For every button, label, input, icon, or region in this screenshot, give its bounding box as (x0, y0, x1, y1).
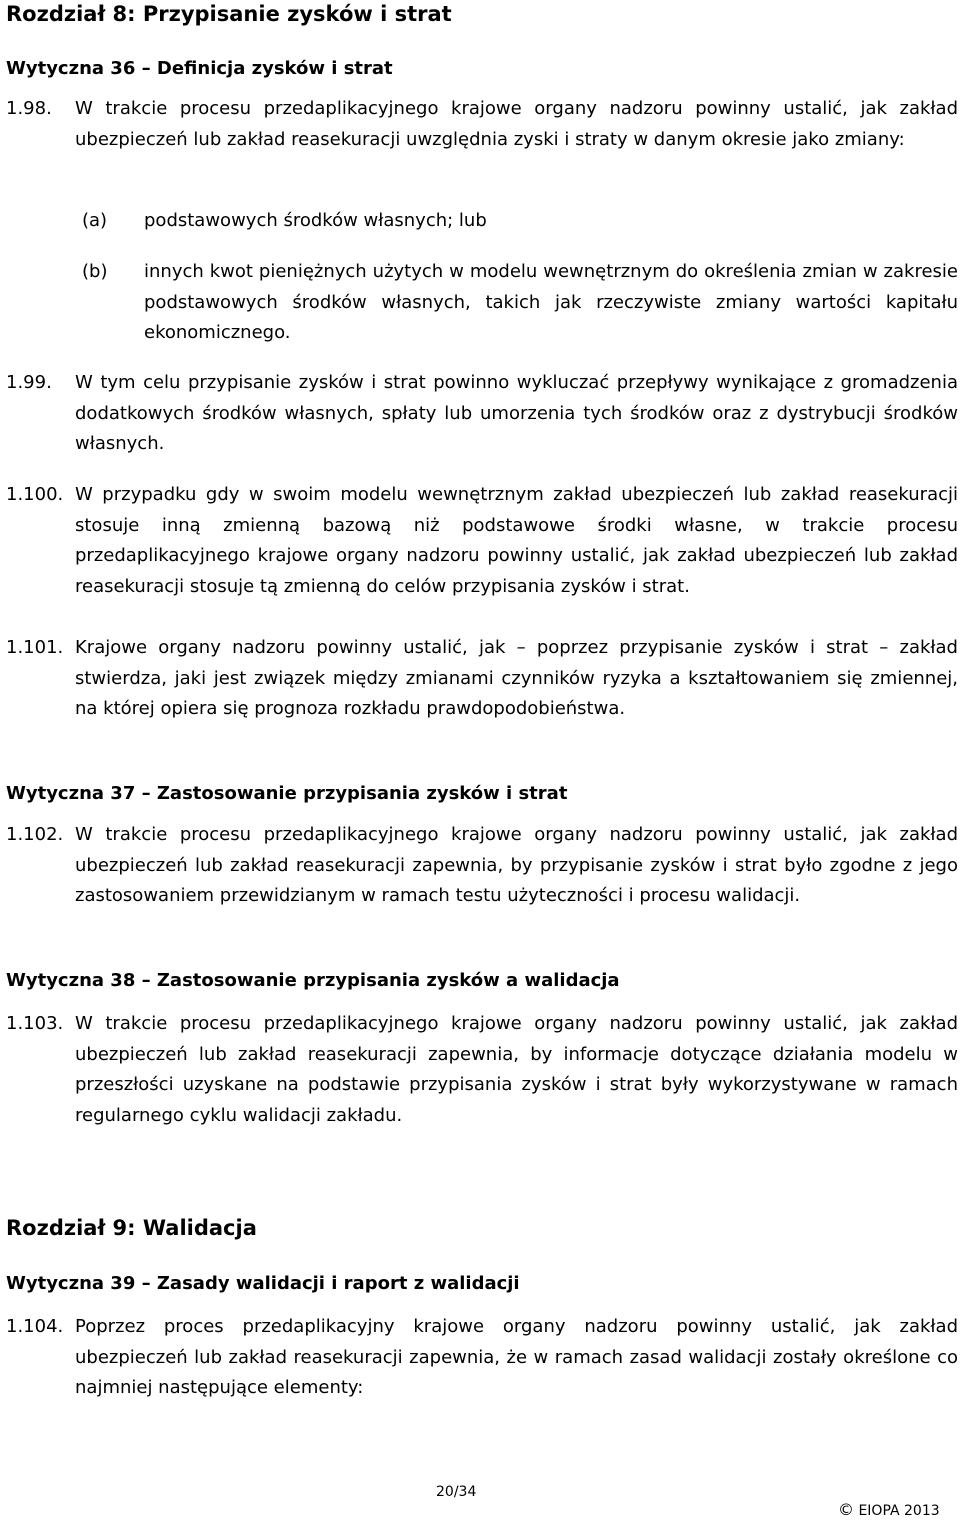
paragraph-1-104 (6, 1312, 958, 1404)
paragraph-text: W trakcie procesu przedaplikacyjnego krajowe organy nadzoru powinny ustalić, jak zakład ubezpieczeń lub zakład reasekuracji zapewnia, by informacje dotyczące działania modelu w przeszłości uzyskane na podstawie przypisania zysków i strat były wykorzystywane w ramach regularnego cyklu walidacji zakładu. (75, 1013, 958, 1126)
copyright-icon: © (838, 1500, 854, 1519)
paragraph-number: 1.100. (6, 484, 64, 505)
paragraph-number: 1.104. (6, 1316, 64, 1337)
paragraph-number: 1.103. (6, 1013, 64, 1034)
paragraph-text: Poprzez proces przedaplikacyjny krajowe organy nadzoru powinny ustalić, jak zakład ubezpieczeń lub zakład reasekuracji zapewnia, że w ramach zasad walidacji zostały określone co najmniej następujące elementy: (75, 1316, 958, 1399)
paragraph-text: W tym celu przypisanie zysków i strat powinno wykluczać przepływy wynikające z gromadzenia dodatkowych środków własnych, spłaty lub umorzenia tych środków oraz z dystrybucji środków własnych. (75, 372, 958, 455)
paragraph-text: W trakcie procesu przedaplikacyjnego krajowe organy nadzoru powinny ustalić, jak zakład ubezpieczeń lub zakład reasekuracji uwzględnia zyski i straty w danym okresie jako zmiany: (75, 98, 958, 150)
paragraph-1-103 (6, 1009, 958, 1131)
guideline-37-heading: Wytyczna 37 – Zastosowanie przypisania zysków i strat (6, 783, 568, 804)
guideline-36-heading: Wytyczna 36 – Definicja zysków i strat (6, 58, 393, 79)
chapter-8-heading: Rozdział 8: Przypisanie zysków i strat (6, 2, 452, 26)
list-item-label: (b) (82, 261, 108, 282)
paragraph-number: 1.101. (6, 637, 64, 658)
paragraph-number: 1.102. (6, 824, 64, 845)
list-item-label: (a) (82, 210, 108, 231)
copyright (838, 1500, 940, 1521)
paragraph-text: W przypadku gdy w swoim modelu wewnętrznym zakład ubezpieczeń lub zakład reasekuracji stosuje inną zmienną bazową niż podstawowe środki własne, w trakcie procesu przedaplikacyjnego krajowe organy nadzoru powinny ustalić, jak zakład ubezpieczeń lub zakład reasekuracji stosuje tą zmienną do celów przypisania zysków i strat. (75, 484, 958, 597)
paragraph-number: 1.99. (6, 372, 52, 393)
paragraph-text: Krajowe organy nadzoru powinny ustalić, jak – poprzez przypisanie zysków i strat – zakład stwierdza, jaki jest związek między zmianami czynników ryzyka a kształtowaniem się zmiennej, na której opiera się prognoza rozkładu prawdopodobieństwa. (75, 637, 958, 720)
list-item-text: podstawowych środków własnych; lub (144, 210, 487, 231)
guideline-39-heading: Wytyczna 39 – Zasady walidacji i raport z walidacji (6, 1273, 520, 1294)
page-number: 20/34 (436, 1484, 477, 1500)
paragraph-1-101 (6, 633, 958, 725)
paragraph-1-99 (6, 368, 958, 460)
paragraph-1-100 (6, 480, 958, 602)
paragraph-number: 1.98. (6, 98, 52, 119)
list-item-a (6, 206, 958, 237)
paragraph-1-102 (6, 820, 958, 912)
copyright-text: EIOPA 2013 (858, 1503, 940, 1519)
guideline-38-heading: Wytyczna 38 – Zastosowanie przypisania zysków a walidacja (6, 970, 620, 991)
list-item-text: innych kwot pieniężnych użytych w modelu wewnętrznym do określenia zmian w zakresie podstawowych środków własnych, takich jak rzeczywiste zmiany wartości kapitału ekonomicznego. (144, 261, 958, 344)
paragraph-1-98 (6, 94, 958, 155)
paragraph-text: W trakcie procesu przedaplikacyjnego krajowe organy nadzoru powinny ustalić, jak zakład ubezpieczeń lub zakład reasekuracji zapewnia, by przypisanie zysków i strat było zgodne z jego zastosowaniem przewidzianym w ramach testu użyteczności i procesu walidacji. (75, 824, 958, 907)
chapter-9-heading: Rozdział 9: Walidacja (6, 1216, 257, 1240)
list-item-b (6, 257, 958, 349)
